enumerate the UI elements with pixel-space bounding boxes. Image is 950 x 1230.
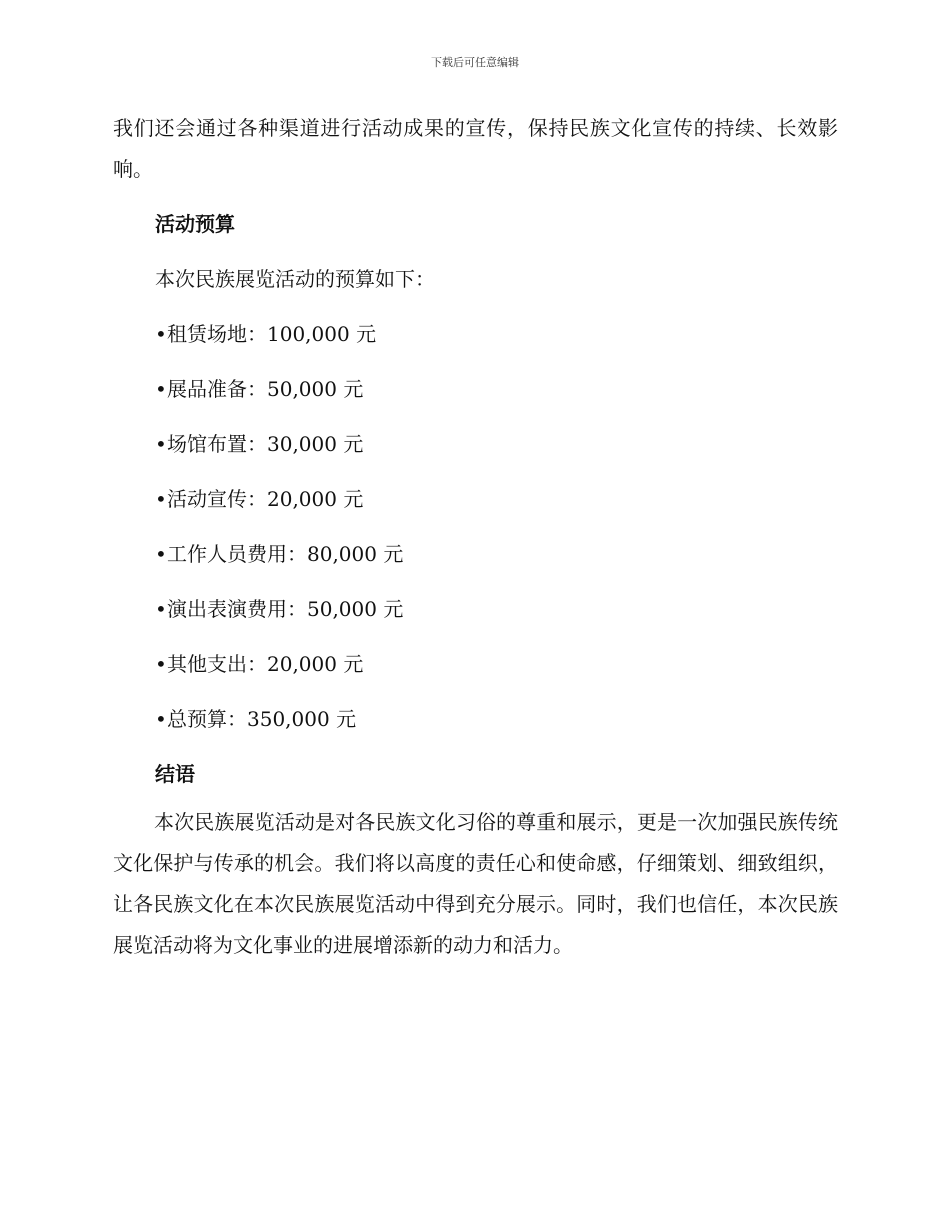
bullet-icon: • [155,542,167,566]
budget-item-label: 租赁场地： [167,322,267,346]
budget-item-amount: 350,000 [247,707,330,731]
budget-item-exhibit-preparation [155,362,838,417]
budget-item-amount: 50,000 [267,377,337,401]
budget-intro: 本次民族展览活动的预算如下： [155,267,435,291]
budget-item-amount: 30,000 [267,432,337,456]
budget-item-unit: 元 [343,652,364,676]
budget-item-venue-rental [155,307,838,362]
bullet-icon: • [155,597,167,621]
bullet-icon: • [155,322,167,346]
budget-item-amount: 50,000 [307,597,377,621]
budget-item-total [155,692,838,747]
budget-item-label: 其他支出： [167,652,267,676]
budget-item-label: 演出表演费用： [167,597,307,621]
budget-item-other-expenses [155,637,838,692]
budget-item-staff-cost [155,527,838,582]
budget-item-label: 活动宣传： [167,487,267,511]
budget-list [113,307,838,747]
page-header: 下载后可任意编辑 [431,56,519,69]
budget-item-amount: 100,000 [267,322,350,346]
budget-item-amount: 20,000 [267,652,337,676]
conclusion-paragraph: 本次民族展览活动是对各民族文化习俗的尊重和展示，更是一次加强民族传统文化保护与传承的机会。我们将以高度的责任心和使命感，仔细策划、细致组织，让各民族文化在本次民族展览活动中得到充分展示。同时，我们也信任，本次民族展览活动将为文化事业的进展增添新的动力和活力。 [113,810,838,957]
budget-item-amount: 20,000 [267,487,337,511]
budget-item-unit: 元 [356,322,377,346]
bullet-icon: • [155,432,167,456]
budget-item-performance-cost [155,582,838,637]
document-content [113,108,838,966]
budget-heading: 活动预算 [155,212,235,236]
intro-paragraph: 我们还会通过各种渠道进行活动成果的宣传，保持民族文化宣传的持续、长效影响。 [113,116,838,181]
bullet-icon: • [155,487,167,511]
budget-item-promotion [155,472,838,527]
bullet-icon: • [155,377,167,401]
budget-item-label: 总预算： [167,707,247,731]
budget-item-unit: 元 [383,597,404,621]
budget-item-unit: 元 [336,707,357,731]
budget-item-amount: 80,000 [307,542,377,566]
budget-item-unit: 元 [343,377,364,401]
budget-item-label: 工作人员费用： [167,542,307,566]
conclusion-heading: 结语 [155,762,195,786]
budget-item-label: 场馆布置： [167,432,267,456]
bullet-icon: • [155,707,167,731]
budget-item-venue-setup [155,417,838,472]
budget-item-unit: 元 [343,432,364,456]
budget-item-label: 展品准备： [167,377,267,401]
budget-item-unit: 元 [383,542,404,566]
budget-item-unit: 元 [343,487,364,511]
bullet-icon: • [155,652,167,676]
